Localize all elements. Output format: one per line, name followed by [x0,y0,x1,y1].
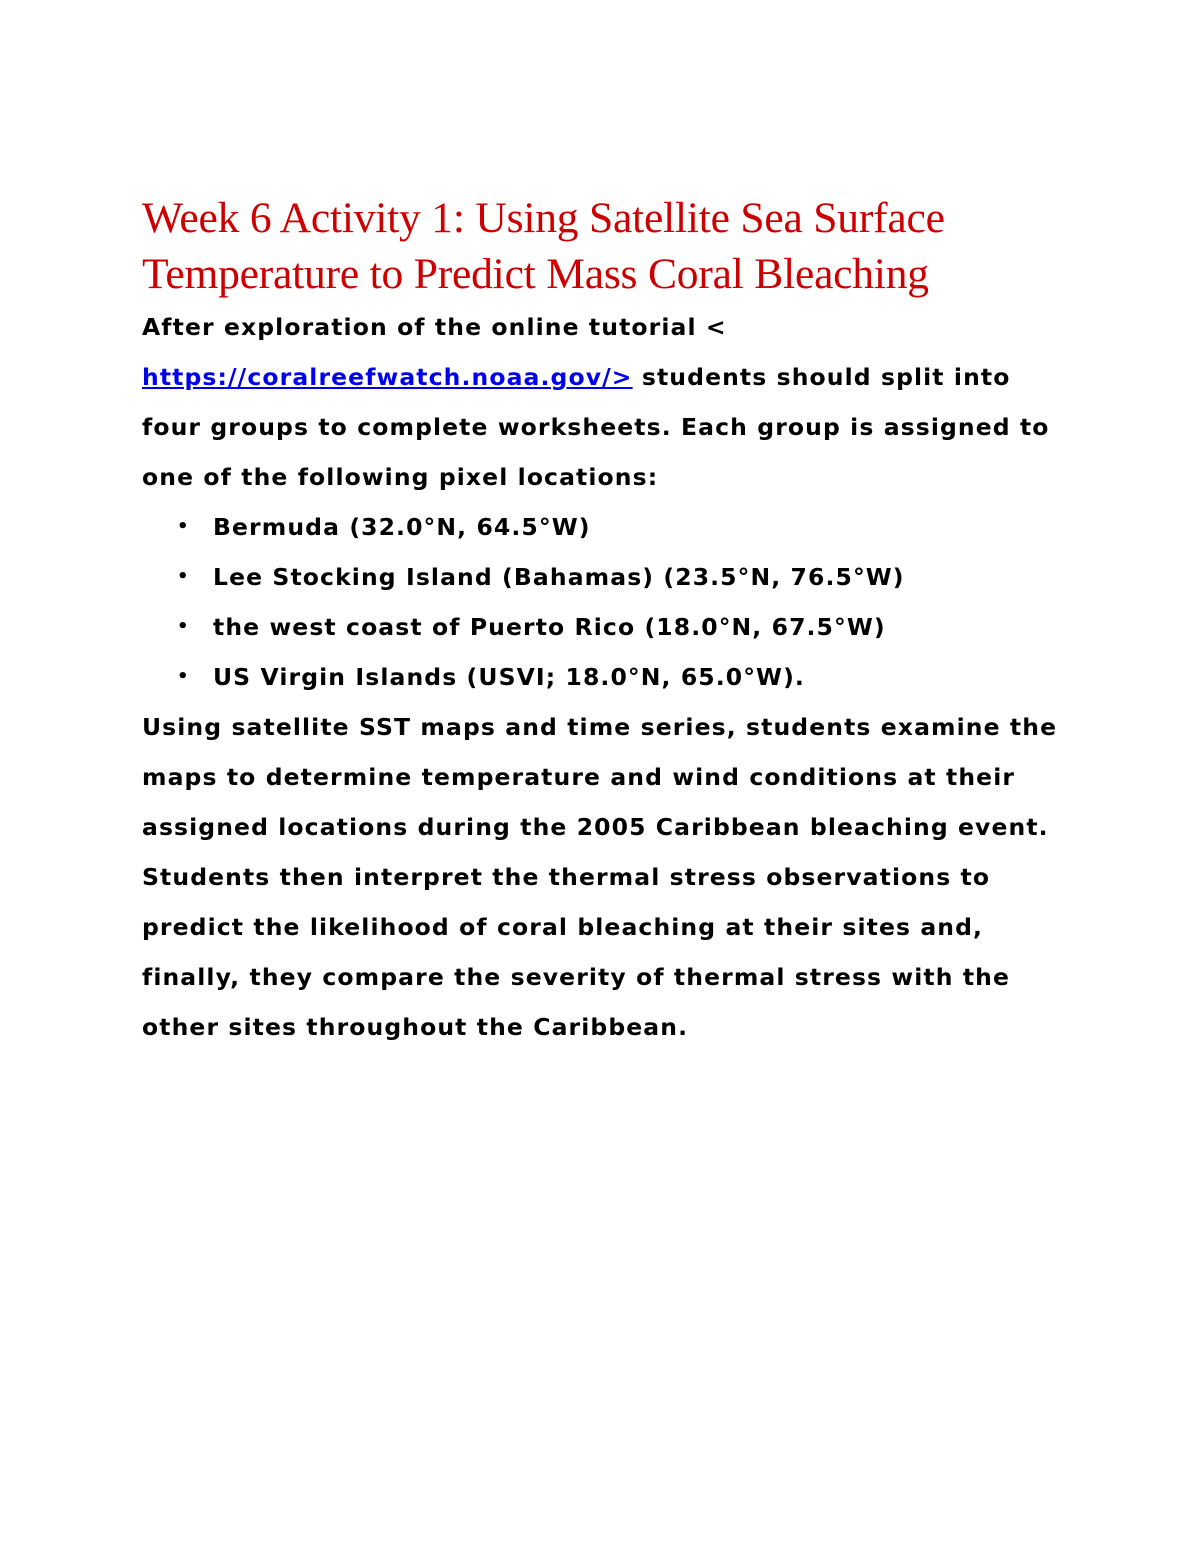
closing-paragraph: Using satellite SST maps and time series, students examine the maps to determine temperature and wind conditions at their assigned locations during the 2005 Caribbean bleaching event. Students then interpret the thermal stress observations to predict the likelihood of coral bleaching at their sites and, finally, they compare the severity of thermal stress with the other sites throughout the Caribbean. [142,713,1058,1041]
title-line-2: Temperature to Predict Mass Coral Bleaching [142,250,929,298]
bullet-icon: • [177,616,190,637]
pixel-locations-list [142,502,1072,702]
location-usvi: US Virgin Islands (USVI; 18.0°N, 65.0°W). [213,663,805,691]
page-title [142,190,1072,302]
list-item [142,652,1072,702]
intro-text-before-link: After exploration of the online tutorial < [142,313,727,341]
location-bermuda: Bermuda (32.0°N, 64.5°W) [213,513,591,541]
intro-text-after-link: students should split into four groups to complete worksheets. Each group is assigned to one of the following pixel locations: [142,363,1050,491]
title-line-1: Week 6 Activity 1: Using Satellite Sea Surface [142,194,945,242]
document-content [142,190,1072,1052]
intro-paragraph [142,302,1072,502]
bullet-icon: • [177,566,190,587]
location-puerto-rico: the west coast of Puerto Rico (18.0°N, 67.5°W) [213,613,886,641]
bullet-icon: • [177,666,190,687]
list-item [142,552,1072,602]
list-item [142,502,1072,552]
coral-reef-watch-link[interactable]: https://coralreefwatch.noaa.gov/> [142,363,633,391]
bullet-icon: • [177,516,190,537]
location-lee-stocking-island: Lee Stocking Island (Bahamas) (23.5°N, 76.5°W) [213,563,905,591]
list-item [142,602,1072,652]
